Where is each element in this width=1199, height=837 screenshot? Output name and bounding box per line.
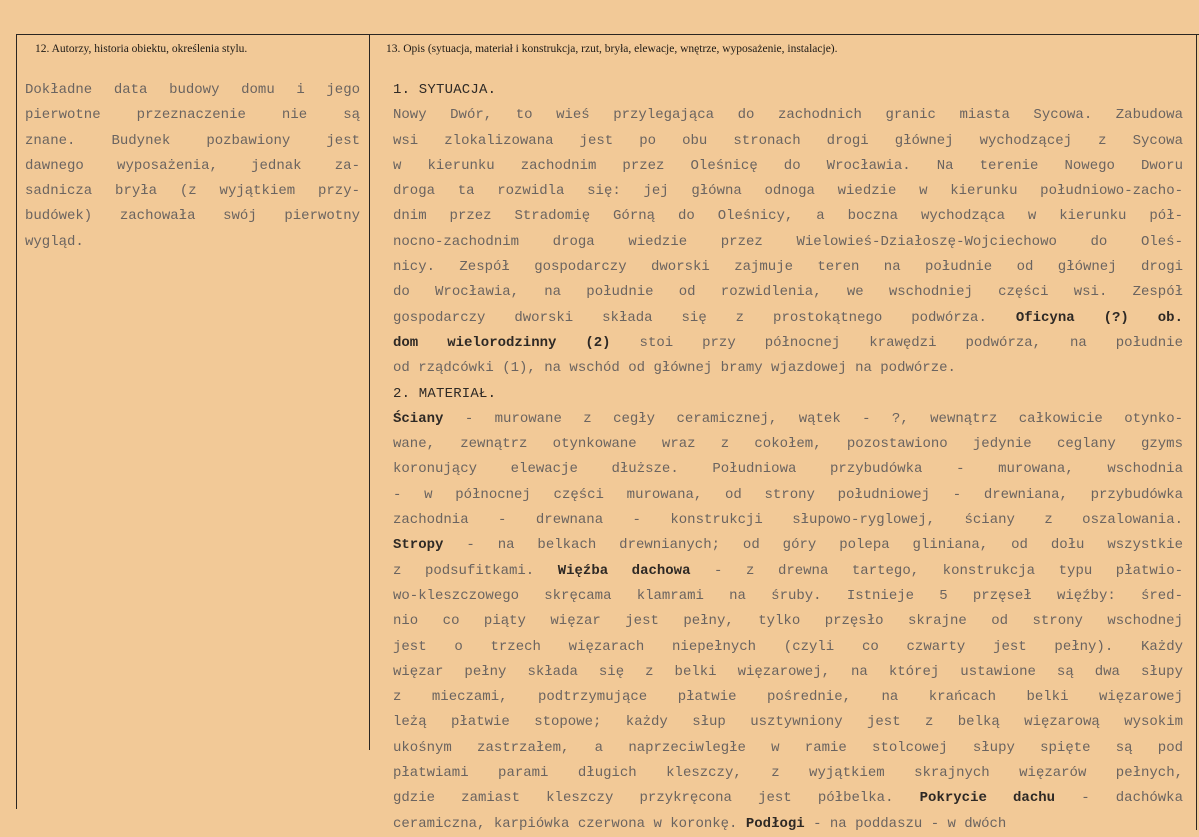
text-line: znane. Budynek pozbawiony jest <box>25 132 360 149</box>
text-line: wo-kleszczowego skręcama klamrami na śruby. Istnieje 5 przęseł więźby: śred- <box>393 587 1183 604</box>
field-13-text <box>393 78 1183 837</box>
text-line: droga ta rozwidla się: jej główna odnoga wiedzie w kierunku południowo-zacho- <box>393 183 1183 200</box>
text-line: ceramiczna, karpiówka czerwona w koronkę. Podłogi - na poddaszu - w dwóch <box>393 815 1007 832</box>
section-material <box>393 407 1183 837</box>
section-sytuacja <box>393 103 1183 381</box>
field-12-text <box>25 78 360 255</box>
text-line: z podsufitkami. Więźba dachowa - z drewna tartego, konstrukcja typu płatwio- <box>393 562 1183 579</box>
text-line: z mieczami, podtrzymujące płatwie pośrednie, na krańcach belki więzarowej <box>393 689 1183 706</box>
text-line: do Wrocławia, na południe od rozwidlenia, we wschodniej części wsi. Zespół <box>393 284 1183 301</box>
text-line: gdzie zamiast kleszczy przykręcona jest półbelka. Pokrycie dachu - dachówka <box>393 790 1183 807</box>
form-right-border <box>1196 34 1197 830</box>
text-line: sadnicza bryła (z wyjątkiem przy- <box>25 183 360 200</box>
text-line: nio co piąty więzar jest pełny, tylko przęsło skrajne od strony wschodnej <box>393 613 1183 630</box>
text-line: dawnego wyposażenia, jednak za- <box>25 157 360 174</box>
section-heading-sytuacja: 1. SYTUACJA. <box>393 82 497 98</box>
text-line: zachodnia - drewnana - konstrukcji słupowo-ryglowej, ściany z oszalowania. <box>393 512 1183 529</box>
text-line: - w północnej części murowana, od strony południowej - drewniana, przybudówka <box>393 486 1183 503</box>
text-line: od rządcówki (1), na wschód od głównej bramy wjazdowej na podwórze. <box>393 360 956 377</box>
form-left-border <box>16 34 17 809</box>
text-line: płatwiami parami długich kleszczy, z wyjątkiem skrajnych więzarów pełnych, <box>393 765 1183 782</box>
field-13-header: 13. Opis (sytuacja, materiał i konstrukcja, rzut, bryła, elewacje, wnętrze, wyposażenie, instalacje). <box>386 43 838 55</box>
text-line: ukośnym zastrzałem, a naprzeciwległe w ramie stolcowej słupy spięte są pod <box>393 739 1183 756</box>
text-line: nicy. Zespół gospodarczy dworski zajmuje teren na południe od głównej drogi <box>393 259 1183 276</box>
text-line: w kierunku zachodnim przez Oleśnicę do Wrocławia. Na terenie Nowego Dworu <box>393 157 1183 174</box>
text-line: dnim przez Stradomię Górną do Oleśnicy, a boczna wychodząca w kierunku pół- <box>393 208 1183 225</box>
section-heading-material: 2. MATERIAŁ. <box>393 385 497 402</box>
text-line: gospodarczy dworski składa się z prostokątnego podwórza. Oficyna (?) ob. <box>393 309 1183 326</box>
text-line: Dokładne data budowy domu i jego <box>25 82 360 98</box>
form-column-divider <box>369 34 370 750</box>
text-line: budówek) zachowała swój pierwotny <box>25 208 360 225</box>
text-line: leżą płatwie stopowe; każdy słup usztywniony jest z belką więzarową wysokim <box>393 714 1183 731</box>
text-line: wygląd. <box>25 233 84 250</box>
text-line: wane, zewnątrz otynkowane wraz z cokołem, pozostawiono jedynie ceglany gzyms <box>393 436 1183 453</box>
text-line: jest o trzech więzarach niepełnych (czyli co czwarty jest pełny). Każdy <box>393 638 1183 655</box>
text-line: wsi zlokalizowana jest po obu stronach drogi głównej wychodzącej z Sycowa <box>393 132 1183 149</box>
text-line: więzar pełny składa się z belki więzarowej, na której ustawione są dwa słupy <box>393 663 1183 680</box>
text-line: pierwotne przeznaczenie nie są <box>25 107 360 124</box>
text-line: nocno-zachodnim droga wiedzie przez Wielowieś-Działoszę-Wojciechowo do Oleś- <box>393 233 1183 250</box>
text-line: Nowy Dwór, to wieś przylegająca do zachodnich granic miasta Sycowa. Zabudowa <box>393 107 1183 124</box>
text-line: dom wielorodzinny (2) stoi przy północnej krawędzi podwórza, na południe <box>393 334 1183 351</box>
text-line: Stropy - na belkach drewnianych; od góry polepa gliniana, od dołu wszystkie <box>393 537 1183 554</box>
text-line: Ściany - murowane z cegły ceramicznej, wątek - ?, wewnątrz całkowicie otynko- <box>393 410 1183 427</box>
form-top-border <box>16 34 1199 35</box>
field-12-header: 12. Autorzy, historia obiektu, określenia stylu. <box>35 43 248 55</box>
text-line: koronujący elewacje dłuższe. Południowa przybudówka - murowana, wschodnia <box>393 461 1183 478</box>
